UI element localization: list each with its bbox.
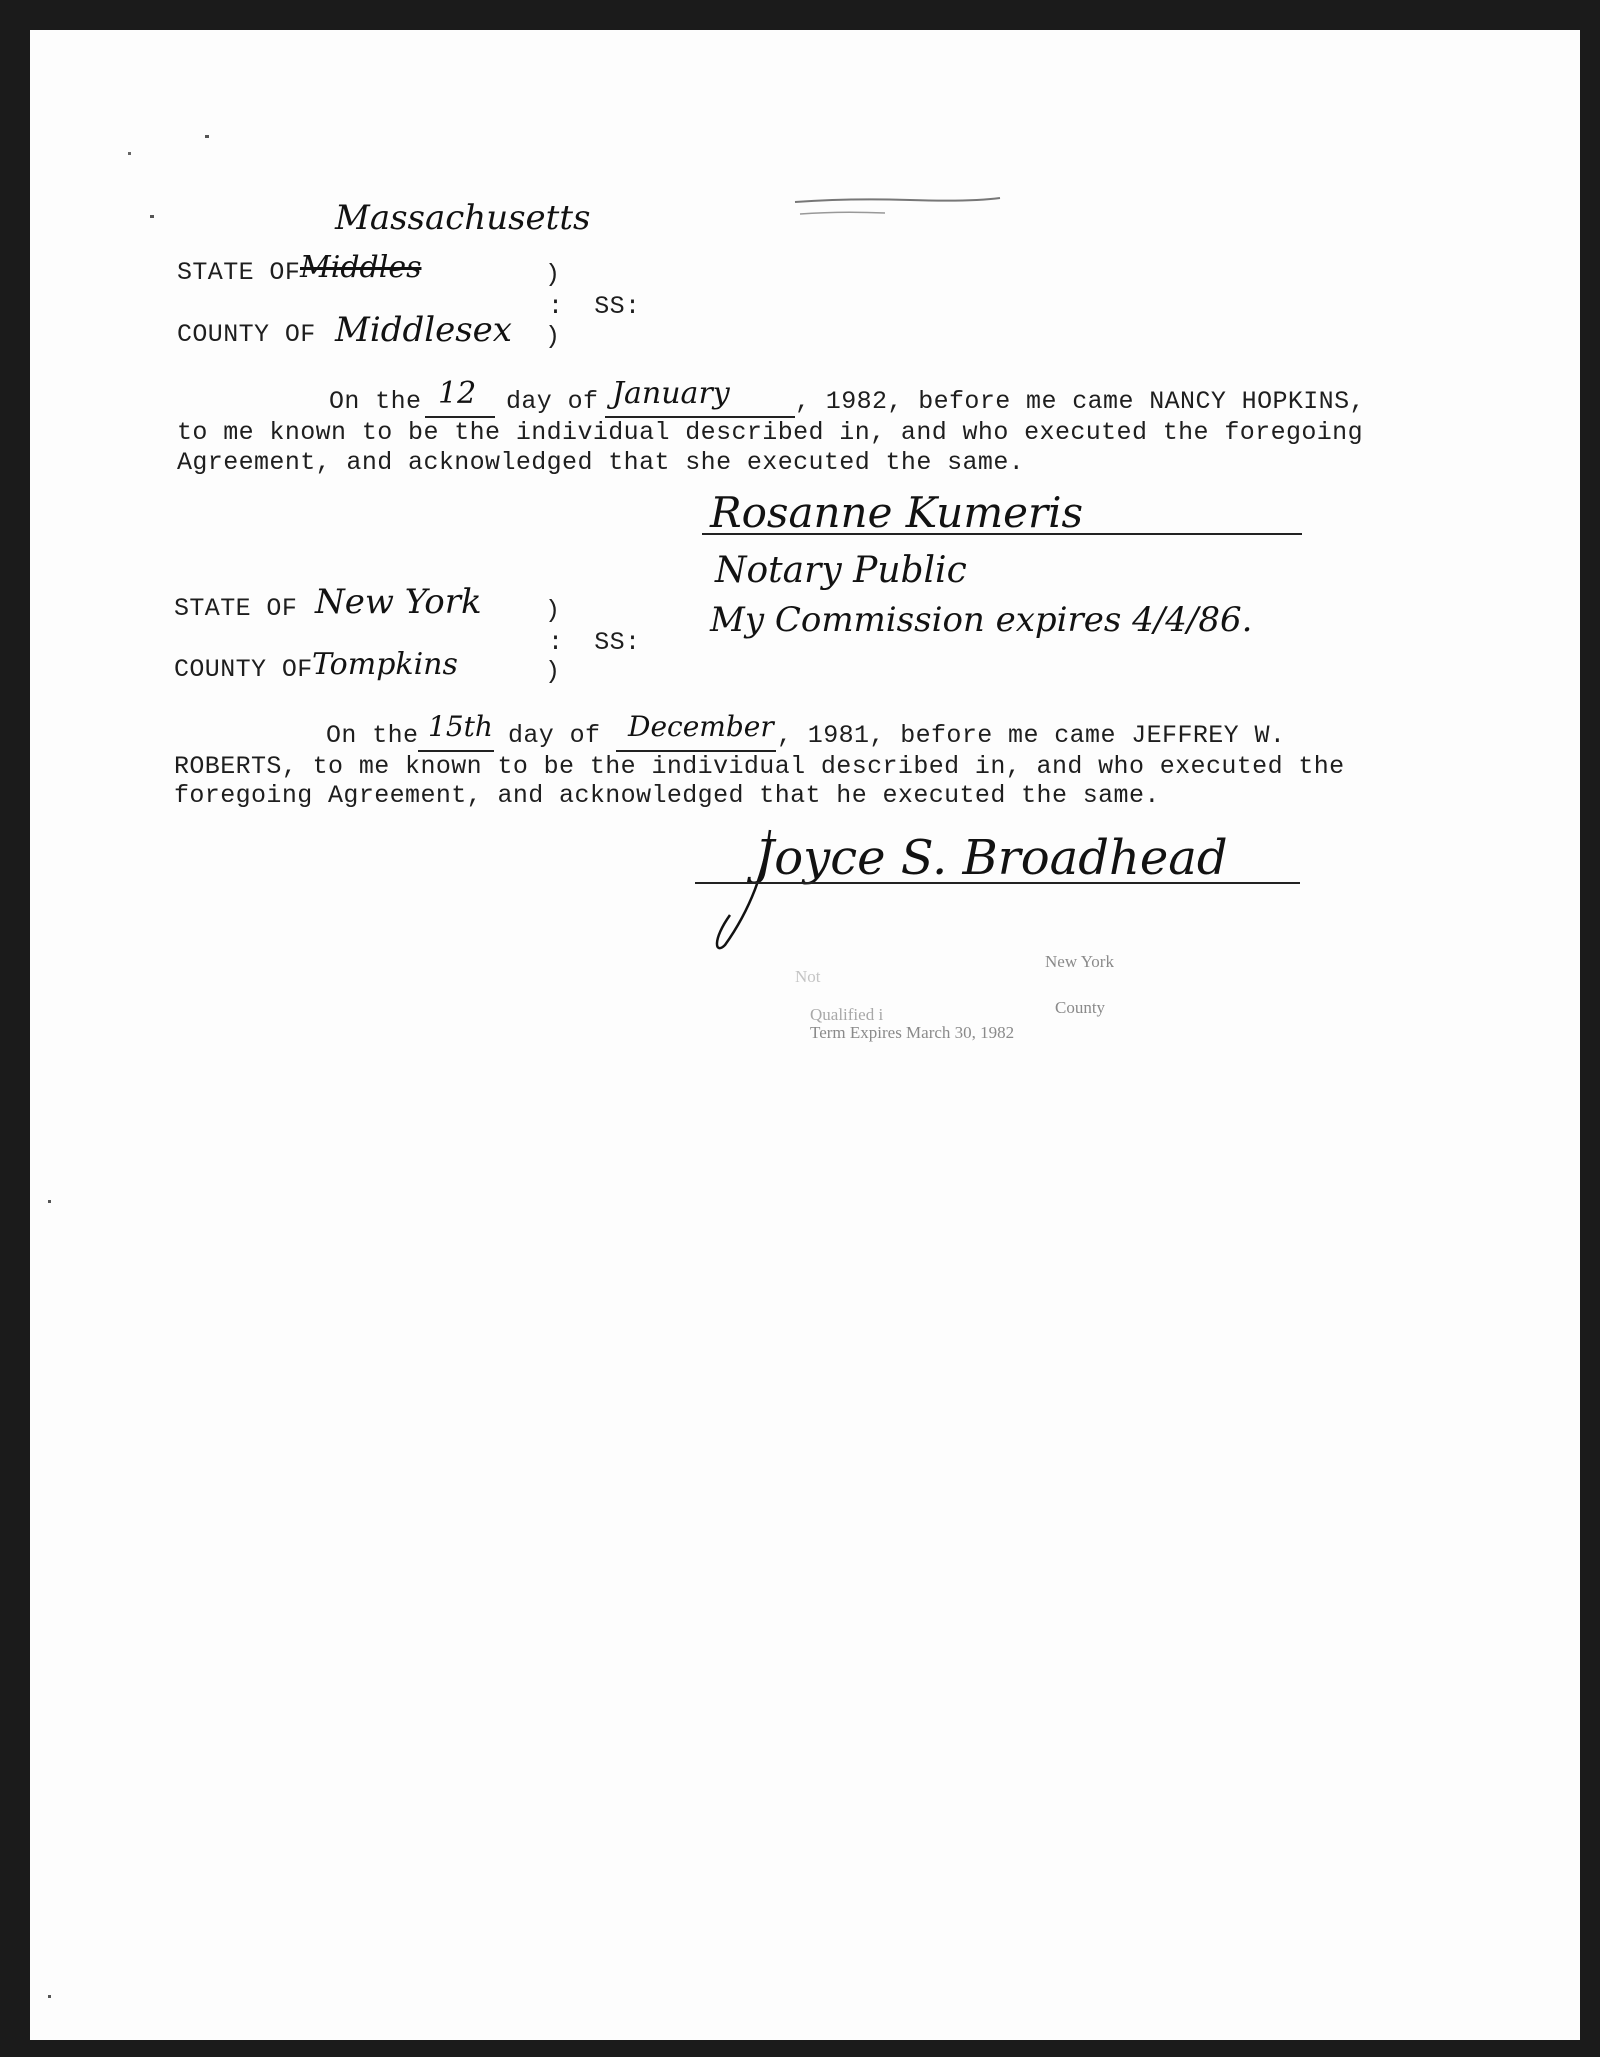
speck: [48, 1995, 51, 1998]
paragraph-2-line-2: ROBERTS, to me known to be the individual described in, and who executed the: [174, 752, 1345, 781]
notary-stamp-line-2-right: County: [1055, 998, 1106, 1017]
state-label-2: STATE OF: [174, 594, 298, 623]
notary-signature-2: Joyce S. Broadhead: [755, 830, 1228, 886]
paragraph-2-line-3: foregoing Agreement, and acknowledged that he executed the same.: [174, 781, 1160, 810]
month-handwritten-2: December: [628, 710, 774, 743]
state-handwritten-2: New York: [315, 582, 482, 622]
commission-expiry-handwritten: My Commission expires 4/4/86.: [710, 600, 1253, 640]
signature-flourish-2: [710, 820, 790, 960]
paren-top-2: ): [545, 596, 561, 625]
county-handwritten-2: Tompkins: [312, 647, 458, 682]
notary-title-handwritten: Notary Public: [715, 550, 967, 591]
state-handwritten-struck-1: Middles: [300, 250, 422, 285]
paren-bottom-2: ): [545, 657, 561, 686]
month-handwritten-1: January: [612, 376, 730, 411]
ss-label-1: : SS:: [548, 292, 641, 321]
paragraph-1-day-of: day of: [506, 387, 599, 416]
paren-bottom-1: ): [545, 322, 561, 351]
day-handwritten-1: 12: [438, 376, 477, 411]
signature-line-1: [702, 533, 1302, 535]
county-label-1: COUNTY OF: [177, 320, 316, 349]
speck: [48, 1200, 51, 1203]
speck: [205, 135, 209, 138]
paren-top-1: ): [545, 260, 561, 289]
paragraph-2-day-of: day of: [508, 721, 601, 750]
notary-stamp-line-1-left: Not: [795, 967, 821, 986]
day-handwritten-2: 15th: [428, 710, 493, 743]
header-scribble: [790, 190, 1010, 230]
paragraph-2-year: , 1981, before me came JEFFREY W.: [777, 721, 1286, 750]
state-label-1: STATE OF: [177, 258, 301, 287]
paragraph-1-on-the: On the: [329, 387, 422, 416]
ss-label-2: : SS:: [548, 628, 641, 657]
notary-stamp-line-2-left: Qualified i: [810, 1005, 884, 1024]
speck: [128, 152, 131, 155]
paragraph-1-line-3: Agreement, and acknowledged that she executed the same.: [177, 448, 1025, 477]
paragraph-2-on-the: On the: [326, 721, 419, 750]
document-page: [30, 30, 1580, 2040]
notary-stamp-line-3: Term Expires March 30, 1982: [810, 1023, 1015, 1042]
county-handwritten-1: Middlesex: [335, 310, 512, 350]
notary-stamp-line-1-right: New York: [1045, 952, 1114, 971]
state-handwritten-1: Massachusetts: [335, 198, 591, 238]
paragraph-1-line-2: to me known to be the individual described in, and who executed the foregoing: [177, 418, 1363, 447]
paragraph-1-year: , 1982, before me came NANCY HOPKINS,: [795, 387, 1365, 416]
notary-signature-1: Rosanne Kumeris: [710, 488, 1084, 537]
signature-line-2: [695, 882, 1300, 884]
speck: [150, 215, 154, 218]
county-label-2: COUNTY OF: [174, 655, 313, 684]
